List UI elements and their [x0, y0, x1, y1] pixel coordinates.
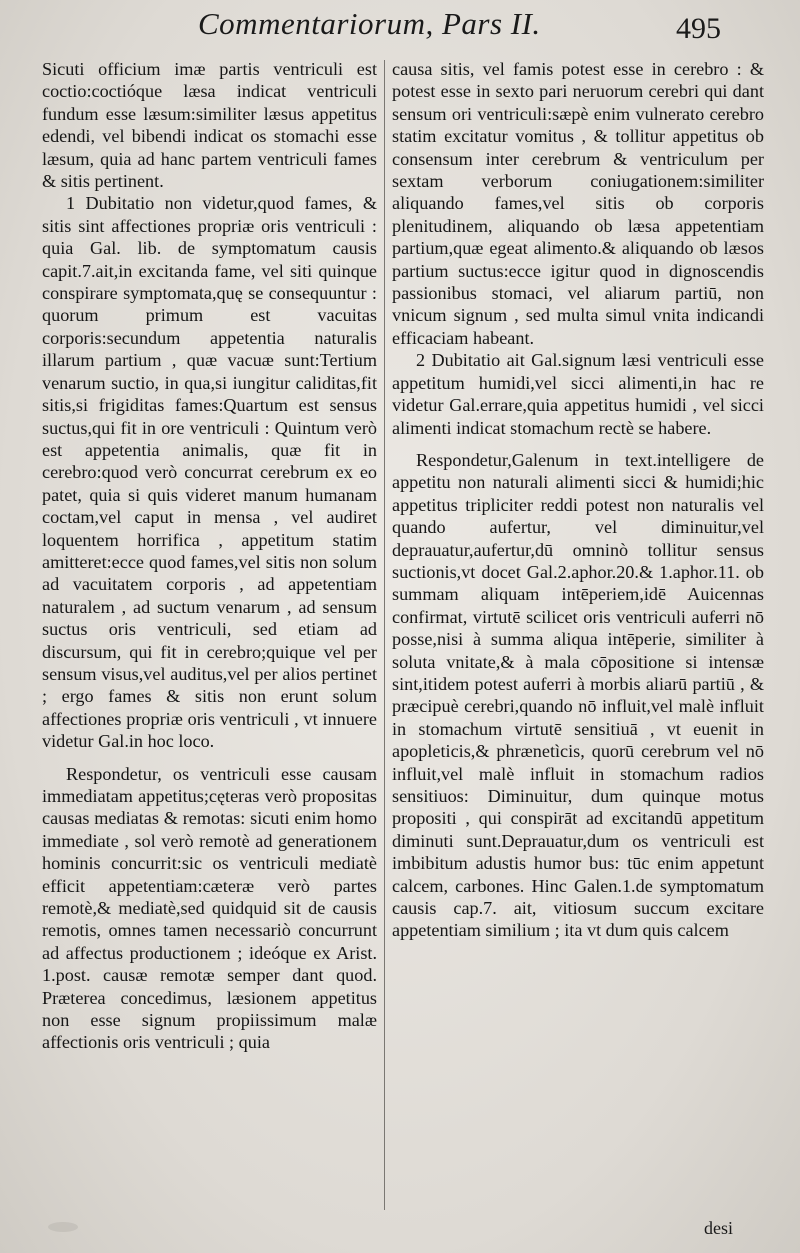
paragraph-right-3: Respondetur,Galenum in text.intelligere de appetitu non naturali alimenti sicci & humidi;hic appetitus tripliciter reddi potest non naturalis vel quando aufertur, vel diminuitur,vel deprauatur,aufertur,dū omninò tollitur sensus suctionis,vt docet Gal.2.aphor.20.& 1.aphor.11. ob summam aliquam intēperiem,idē Auicennas confirmat, virtutē scilicet oris ventriculi auferri nō posse,nisi à summa aliqua intēperie, similiter à soluta vnitate,& à mala cōpositione si intensæ sint,itidem potest auferri à morbis aliarū partiū , & præcipuè cerebri,quando nō influit,vel malè influit in stomachum virtutē sensitiuā , vt euenit in apopleticis,& phrænetìcis, quorū cerebrum vel nō influit,vel malè influit in stomachum radios sensitiuos: Diminuitur, dum quinque motus propositi , qui conspirāt ad excitandū appetitum diminuti sunt.Deprauatur,dum os ventriculi est imbibitum adustis humor bus: tūc enim appetunt calcem, carbones. Hinc Galen.1.de symptomatum causis cap.7. ait, vitiosum succum excitare appetentiam similium ; ita vt dum quis calcem	[392, 449, 764, 941]
ink-smudge	[48, 1222, 78, 1232]
paragraph-left-2: 1 Dubitatio non videtur,quod fames, & sitis sint affectiones propriæ oris ventriculi : quia Gal. lib. de symptomatum causis capit.7.ait,in excitanda fame, vel siti quinque conspirare symptomata,quę se consequuntur : quorum primum est vacuitas corporis:secundum appetentia naturalis illarum partium , quæ vacuæ sunt:Tertium venarum suctio, in qua,si iungitur caliditas,fit sitis,si frigiditas fames:Quartum est sensus suctus,qui fit in ore ventriculi : Quintum verò est appetentia animalis, quæ fit in cerebro:quod verò concurrat cerebrum ex eo patet, quia si quis videret manum humanam coctam,vel caput in mensa , vel audiret loquentem horrifica , appetitum statim amitteret:ecce quod fames,vel sitis non solum ad vacuitatem corporis , ad appetentiam naturalem , ad suctum venarum , ad sensum suctus oris ventriculi, sed etiam ad discursum, qui fit in cerebro;quique vel per sensum visus,vel auditus,vel per alios pertinet ; ergo fames & sitis non erunt solum affectiones propriæ oris ventriculi , vt innuere videtur Gal.in hoc loco.	[42, 193, 377, 752]
paragraph-right-2: 2 Dubitatio ait Gal.signum læsi ventriculi esse appetitum humidi,vel sicci alimenti,in hac re videtur Gal.errare,quia appetitus humidi , vel sicci alimenti indicat stomachum rectè se habere.	[392, 350, 764, 438]
page-number: 495	[676, 12, 721, 45]
running-head-title: Commentariorum, Pars II.	[198, 6, 541, 41]
column-divider	[384, 60, 385, 1210]
paragraph-left-1: Sicuti officium imæ partis ventriculi est coctio:coctióque læsa indicat ventriculi fundum esse læsum:similiter læsus appetitus edendi, vel bibendi indicat os stomachi esse læsum, quia ad hanc partem ventriculi fames & sitis pertinent.	[42, 59, 377, 192]
running-head	[0, 4, 800, 44]
catchword: desi	[704, 1218, 733, 1238]
paragraph-right-1: causa sitis, vel famis potest esse in cerebro : & potest esse in sexto pari neruorum cerebri qui dant sensum ori ventriculi:sæpè enim vulnerato cerebro statim excitatur vomitus , & tollitur appetitus ob consensum inter cerebrum & ventriculum per sextam verborum coniugationem:similiter aliquando fames,vel sitis ob corporis plenitudinem, aliquando ob læsa appetentiam partium,quæ egeat alimento.& aliquando ob læsos partium suctus:ecce igitur quod in dignoscendis passionibus stomaci, vel aliarum partiū, non vnicum signum , sed multa simul vnita indicandi efficaciam habeant.	[392, 59, 764, 348]
left-column	[42, 58, 377, 1054]
right-column	[392, 58, 764, 942]
paragraph-left-3: Respondetur, os ventriculi esse causam immediatam appetitus;cęteras verò propositas causas mediatas & remotas: sicuti enim homo immediate , sol verò remotè ad generationem hominis concurrit:sic os ventriculi mediatè efficit appetentiam:cæteræ verò partes remotè,& mediatè,sed quidquid sit de causis remotis, omnes tamen necessariò concurrunt ad affectus productionem ; ideóque ex Arist. 1.post. causæ remotæ semper dant quod. Præterea concedimus, læsionem appetitus non esse signum propiissimum malæ affectionis oris ventriculi ; quia	[42, 763, 377, 1053]
